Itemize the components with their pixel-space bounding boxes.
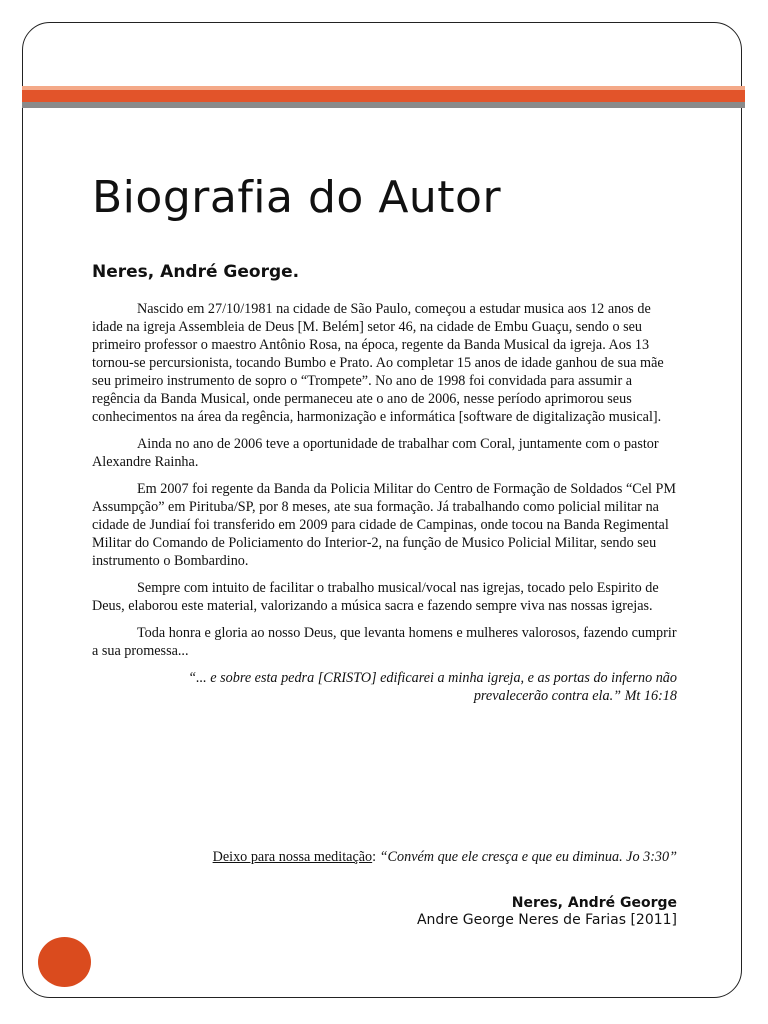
signature-name: Neres, André George bbox=[511, 895, 677, 911]
author-heading: Neres, André George. bbox=[92, 262, 300, 282]
meditation-quote: “Convém que ele cresça e que eu diminua. Jo 3:30” bbox=[379, 849, 677, 865]
paragraph: Toda honra e gloria ao nosso Deus, que levanta homens e mulheres valorosos, fazendo cumprir a sua promessa... bbox=[92, 625, 677, 659]
biography-body bbox=[92, 300, 677, 714]
paragraph: Sempre com intuito de facilitar o trabalho musical/vocal nas igrejas, tocado pelo Espirito de Deus, elaborou este material, valorizando a música sacra e fazendo sempre viva nas nossas igrejas. bbox=[92, 580, 659, 614]
header-band-gray bbox=[22, 102, 745, 108]
scripture-quote bbox=[92, 669, 677, 705]
meditation-colon: : bbox=[372, 849, 380, 865]
paragraph: Ainda no ano de 2006 teve a oportunidade de trabalhar com Coral, juntamente com o pastor Alexandre Rainha. bbox=[92, 436, 659, 470]
paragraph: Em 2007 foi regente da Banda da Policia Militar do Centro de Formação de Soldados “Cel PM Assumpção” em Pirituba/SP, por 8 meses, ate sua formação. Já trabalhando como policial militar na cidade de Jundiaí foi transferido em 2009 para cidade de Campinas, onde tocou na Banda Regimental Militar do Comando de Policiamento do Interior-2, na função de Musico Policial Militar, sendo seu instrumento o Bombardino. bbox=[92, 481, 677, 569]
quote-line-1: “... e sobre esta pedra [CRISTO] edificarei a minha igreja, e as portas do inferno não bbox=[188, 670, 677, 686]
quote-line-2: prevalecerão contra ela.” Mt 16:18 bbox=[473, 688, 677, 704]
paragraph: Nascido em 27/10/1981 na cidade de São Paulo, começou a estudar musica aos 12 anos de idade na igreja Assembleia de Deus [M. Belém] setor 46, na cidade de Embu Guaçu, sendo o seu primeiro professor o maestro Antônio Rosa, na época, regente da Banda Musical da igreja. Aos 13 tornou-se percursionista, tocando Bumbo e Prato. Ao completar 15 anos de idade ganhou de sua mãe seu primeiro instrumento de sopro o “Trompete”. No ano de 1998 foi convidada para assumir a regência da Banda Musical, onde permaneceu ate o ano de 2006, nesse período aprimorou seus conhecimentos na área da regência, harmonização e informática [software de digitalização musical]. bbox=[92, 301, 664, 425]
signature-full-name: Andre George Neres de Farias [2011] bbox=[416, 912, 677, 928]
decorative-circle bbox=[38, 937, 91, 987]
meditation-line bbox=[92, 849, 677, 866]
meditation-label: Deixo para nossa meditação bbox=[212, 849, 373, 865]
header-band-orange bbox=[22, 90, 745, 102]
page-title: Biografia do Autor bbox=[92, 172, 502, 223]
signature-block bbox=[92, 895, 677, 929]
